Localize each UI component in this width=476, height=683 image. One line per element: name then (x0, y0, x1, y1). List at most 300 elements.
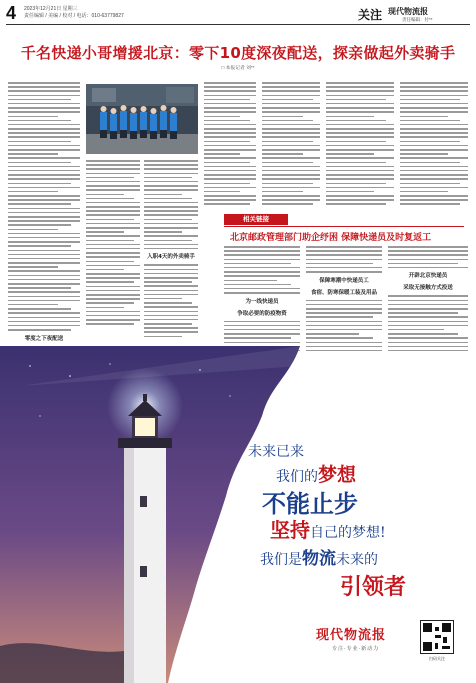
text-line (400, 162, 460, 164)
text-line (326, 103, 394, 105)
text-line (86, 248, 140, 250)
text-line (8, 99, 71, 101)
text-line (306, 259, 382, 261)
text-line (400, 187, 468, 189)
text-line (86, 173, 140, 175)
text-line (86, 181, 140, 183)
text-line (8, 296, 80, 298)
text-line (306, 267, 382, 269)
text-line (224, 333, 300, 335)
text-line (144, 323, 192, 325)
text-line (262, 103, 320, 105)
text-line (204, 95, 256, 97)
page-number: 4 (6, 3, 17, 23)
text-line (388, 337, 468, 339)
text-line (86, 294, 140, 296)
text-line (8, 212, 80, 214)
text-line (204, 203, 250, 205)
text-line (326, 199, 394, 201)
text-line (306, 263, 373, 265)
text-line (224, 263, 291, 265)
text-line (388, 342, 468, 344)
text-line (326, 95, 394, 97)
text-block (400, 82, 468, 205)
slogan-line-6: 引领者 (340, 574, 407, 600)
text-line (144, 244, 198, 246)
text-block (388, 246, 468, 268)
text-block (86, 160, 140, 325)
text-line (86, 311, 140, 313)
text-line (204, 195, 256, 197)
text-line (326, 174, 394, 176)
text-line (224, 254, 300, 256)
text-line (86, 194, 124, 196)
text-line (8, 245, 71, 247)
text-line (8, 128, 80, 130)
text-line (8, 233, 80, 235)
text-line (326, 166, 394, 168)
text-line (262, 128, 320, 130)
text-block (326, 82, 394, 205)
text-line (144, 194, 182, 196)
text-line (262, 170, 320, 172)
text-line (204, 103, 256, 105)
text-line (8, 149, 80, 151)
text-line (326, 191, 374, 193)
text-line (204, 132, 256, 134)
text-line (204, 157, 256, 159)
text-line (400, 99, 460, 101)
ad-tagline: 专注·专业·新动力 (332, 646, 380, 652)
text-line (144, 181, 198, 183)
text-line (144, 240, 192, 242)
text-line (400, 103, 468, 105)
text-line (8, 95, 80, 97)
text-line (400, 195, 468, 197)
text-line (306, 325, 382, 327)
text-line (224, 275, 300, 277)
text-line (204, 141, 250, 143)
text-line (144, 223, 198, 225)
text-line (86, 206, 140, 208)
text-line (8, 250, 80, 252)
text-line (388, 300, 468, 302)
text-line (8, 162, 71, 164)
text-line (144, 210, 198, 212)
text-line (388, 295, 468, 297)
article-column-4 (204, 82, 256, 212)
text-line (8, 254, 80, 256)
text-line (144, 177, 192, 179)
text-line (8, 203, 71, 205)
slogan-line-3: 不能止步 (262, 489, 358, 518)
text-line (8, 82, 80, 84)
text-line (262, 136, 320, 138)
text-line (8, 325, 80, 327)
text-line (400, 132, 468, 134)
related-rule (224, 226, 464, 227)
text-line (400, 128, 468, 130)
text-line (204, 187, 256, 189)
header-meta (24, 6, 124, 20)
page-header (0, 0, 476, 32)
slogan-line-5c: 未来的 (336, 552, 378, 568)
text-block (262, 82, 320, 205)
text-line (8, 136, 80, 138)
slogan-line-5a: 我们是 (260, 552, 302, 568)
text-line (204, 166, 256, 168)
text-line (306, 271, 382, 273)
main-headline: 千名快递小哥增援北京：零下10度深夜配送，探亲做起外卖骑手 (20, 44, 456, 62)
text-line (224, 329, 300, 331)
text-line (86, 177, 134, 179)
text-line (86, 235, 140, 237)
text-line (86, 202, 140, 204)
text-line (86, 189, 140, 191)
text-line (326, 82, 394, 84)
text-line (8, 266, 58, 268)
text-line (204, 145, 256, 147)
related-link-tab: 相关链接 (224, 214, 288, 225)
text-line (400, 178, 468, 180)
text-line (204, 124, 256, 126)
text-line (262, 149, 320, 151)
text-line (262, 183, 313, 185)
text-line (144, 206, 198, 208)
text-line (86, 265, 140, 267)
text-line (400, 183, 460, 185)
slogan-line-2b: 梦想 (318, 464, 357, 486)
text-line (400, 174, 468, 176)
slogan-line-4a: 坚持 (270, 518, 310, 542)
text-line (224, 250, 300, 252)
text-line (400, 95, 468, 97)
text-line (262, 166, 320, 168)
text-line (144, 311, 198, 313)
text-line (86, 302, 134, 304)
text-line (204, 199, 256, 201)
related-subhead-6: 采取无接触方式投送 (403, 285, 453, 292)
text-line (388, 304, 468, 306)
text-line (8, 145, 80, 147)
text-line (144, 248, 198, 250)
text-line (86, 290, 140, 292)
text-line (326, 120, 386, 122)
text-line (326, 86, 394, 88)
text-line (400, 82, 468, 84)
related-headline: 北京邮政管理部门助企纾困 保障快递员及时复返工 (230, 233, 432, 243)
text-block (8, 82, 80, 331)
slogan-line-4 (270, 514, 386, 543)
text-line (8, 216, 80, 218)
text-line (400, 170, 468, 172)
text-line (224, 321, 300, 323)
text-block (204, 82, 256, 205)
text-line (144, 319, 198, 321)
text-line (8, 86, 80, 88)
text-line (144, 219, 192, 221)
text-line (262, 90, 320, 92)
text-line (8, 287, 71, 289)
text-line (86, 256, 140, 258)
text-line (144, 202, 198, 204)
text-line (388, 321, 468, 323)
text-line (204, 90, 256, 92)
text-block (224, 246, 300, 294)
text-line (262, 191, 303, 193)
text-line (326, 107, 394, 109)
text-line (204, 178, 256, 180)
text-line (8, 191, 58, 193)
text-block (306, 300, 382, 352)
qr-code[interactable] (420, 620, 454, 654)
text-line (204, 107, 256, 109)
text-line (262, 116, 303, 118)
text-line (86, 307, 124, 309)
text-line (86, 281, 134, 283)
text-line (326, 178, 394, 180)
text-line (400, 149, 468, 151)
text-line (86, 164, 140, 166)
header-contacts: 责任编辑 / 美编 / 校对 / 电话：010-63779827 (24, 13, 124, 19)
text-line (8, 187, 80, 189)
text-line (306, 254, 382, 256)
text-line (306, 329, 382, 331)
text-line (224, 259, 300, 261)
text-line (8, 308, 71, 310)
text-line (144, 281, 192, 283)
related-subhead-2: 食宿、防寒保暖工装及用品 (310, 289, 377, 296)
text-line (8, 241, 80, 243)
text-line (204, 120, 250, 122)
text-line (144, 173, 198, 175)
text-line (8, 153, 58, 155)
article-column-3 (144, 160, 198, 340)
text-line (306, 342, 382, 344)
text-line (262, 124, 320, 126)
text-line (144, 164, 198, 166)
slogan-line-2 (276, 460, 356, 487)
text-line (388, 259, 468, 261)
text-line (144, 189, 198, 191)
text-line (326, 99, 386, 101)
text-line (326, 157, 394, 159)
text-line (144, 315, 198, 317)
text-line (86, 185, 140, 187)
text-line (262, 195, 320, 197)
text-line (8, 329, 71, 331)
related-column-3 (388, 246, 468, 342)
text-line (326, 153, 374, 155)
text-line (86, 168, 140, 170)
text-line (144, 294, 198, 296)
text-line (8, 321, 80, 323)
related-column-2 (306, 246, 382, 342)
text-block (144, 160, 198, 249)
text-line (306, 321, 382, 323)
text-line (224, 246, 300, 248)
text-line (400, 136, 468, 138)
text-line (262, 86, 320, 88)
text-line (8, 283, 80, 285)
header-rule (6, 24, 470, 25)
text-line (86, 252, 140, 254)
text-line (8, 195, 80, 197)
text-line (86, 286, 140, 288)
text-line (8, 262, 80, 264)
text-line (86, 160, 140, 162)
text-line (400, 86, 468, 88)
text-line (86, 261, 134, 263)
text-line (204, 153, 240, 155)
text-line (8, 300, 80, 302)
text-line (8, 132, 80, 134)
text-line (86, 240, 134, 242)
slogan-line-5b: 物流 (302, 549, 336, 569)
article-column-5 (262, 82, 320, 212)
text-line (262, 174, 320, 176)
slogan-line-4b: 自己的梦想! (310, 525, 386, 541)
related-subhead-1: 保障寒潮中快递员工 (319, 277, 369, 284)
text-line (144, 269, 198, 271)
text-line (144, 198, 192, 200)
text-line (388, 316, 468, 318)
text-line (86, 269, 124, 271)
text-line (262, 178, 320, 180)
text-line (400, 203, 460, 205)
text-line (8, 270, 80, 272)
text-line (8, 312, 80, 314)
text-line (204, 111, 256, 113)
text-line (8, 199, 80, 201)
text-line (144, 160, 198, 162)
text-line (262, 153, 303, 155)
text-line (8, 279, 80, 281)
text-line (144, 298, 182, 300)
text-line (400, 120, 460, 122)
lighthouse-advertisement (0, 346, 476, 683)
text-line (400, 111, 468, 113)
text-line (86, 210, 140, 212)
text-line (86, 273, 140, 275)
text-line (388, 329, 444, 331)
text-line (224, 267, 300, 269)
text-line (388, 312, 458, 314)
text-line (8, 220, 80, 222)
text-line (326, 145, 394, 147)
header-date: 2023年12月21日 星期三 (24, 6, 78, 12)
text-line (224, 271, 300, 273)
text-line (388, 325, 468, 327)
text-line (144, 336, 182, 338)
text-line (204, 86, 256, 88)
text-line (326, 136, 394, 138)
text-line (388, 333, 458, 335)
text-line (204, 170, 256, 172)
related-column-1 (224, 246, 300, 342)
text-line (326, 170, 394, 172)
text-line (144, 214, 198, 216)
text-line (8, 237, 80, 239)
subhead-cold-night: 零度之下夜配送 (24, 335, 64, 342)
qr-caption: 扫码关注 (429, 656, 445, 661)
text-line (8, 183, 71, 185)
text-line (306, 316, 373, 318)
text-line (144, 285, 198, 287)
article-column-7 (400, 82, 468, 212)
text-line (262, 141, 313, 143)
text-line (306, 308, 382, 310)
text-line (8, 116, 58, 118)
text-line (204, 162, 250, 164)
text-line (8, 124, 80, 126)
text-line (262, 95, 320, 97)
text-line (204, 136, 256, 138)
text-line (204, 128, 256, 130)
text-block (388, 295, 468, 351)
text-line (262, 199, 320, 201)
text-line (144, 277, 198, 279)
text-line (144, 168, 198, 170)
text-line (326, 128, 394, 130)
text-line (400, 90, 468, 92)
section-title: 关注 (358, 8, 383, 22)
text-line (400, 107, 468, 109)
text-line (224, 325, 300, 327)
text-line (326, 111, 394, 113)
text-line (8, 258, 80, 260)
couriers-photo (86, 84, 198, 154)
article-column-1 (8, 82, 80, 342)
byline: □ 本报记者 刘** (221, 66, 255, 71)
text-line (326, 149, 394, 151)
text-line (306, 300, 382, 302)
text-line (400, 153, 448, 155)
text-line (326, 116, 374, 118)
text-line (204, 99, 250, 101)
text-line (144, 231, 182, 233)
related-subhead-5: 开辟北京快递员 (408, 273, 448, 280)
text-line (388, 263, 458, 265)
text-line (388, 246, 468, 248)
text-line (262, 82, 320, 84)
text-line (86, 198, 134, 200)
text-line (400, 199, 468, 201)
text-line (204, 82, 256, 84)
text-line (326, 90, 394, 92)
text-line (326, 187, 394, 189)
text-line (8, 178, 80, 180)
text-line (306, 333, 359, 335)
text-line (86, 319, 140, 321)
header-editor: 责任编辑：付** (402, 17, 433, 22)
text-line (400, 157, 468, 159)
text-line (144, 302, 192, 304)
text-line (400, 166, 468, 168)
text-line (144, 264, 198, 266)
text-line (204, 149, 256, 151)
text-line (86, 231, 124, 233)
text-line (86, 219, 134, 221)
text-line (400, 191, 448, 193)
text-line (306, 312, 382, 314)
text-line (262, 157, 320, 159)
text-line (8, 141, 71, 143)
text-line (144, 235, 198, 237)
text-line (224, 284, 291, 286)
text-line (224, 280, 277, 282)
text-line (400, 116, 448, 118)
